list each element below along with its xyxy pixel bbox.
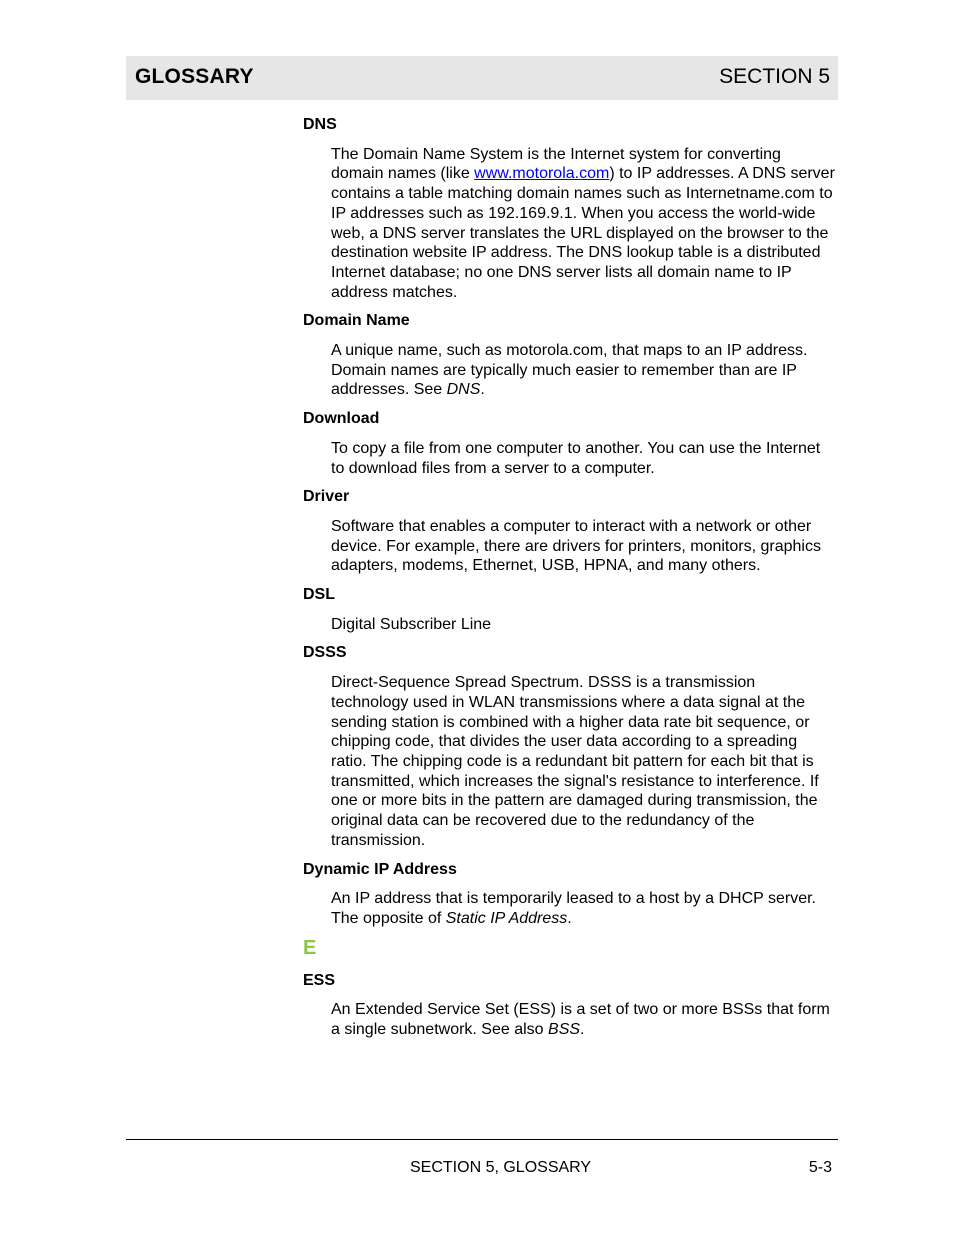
glossary-content: [303, 115, 838, 1049]
definition-domain-name: [331, 341, 836, 400]
glossary-entry-ess: [303, 971, 838, 1040]
definition-text: An Extended Service Set (ESS) is a set of two or more BSSs that form a single subnetwork. See also: [331, 1001, 830, 1039]
glossary-entry-dynamic-ip: [303, 860, 838, 929]
glossary-entry-driver: [303, 487, 838, 576]
definition-download: To copy a file from one computer to another. You can use the Internet to download files from a server to a computer.: [331, 439, 821, 477]
definition-text: .: [580, 1021, 585, 1039]
definition-ess: [331, 1000, 836, 1039]
header-glossary-title: GLOSSARY: [135, 65, 254, 88]
cross-reference: BSS: [548, 1021, 581, 1039]
term-dynamic-ip-address: Dynamic IP Address: [303, 860, 457, 878]
cross-reference: DNS: [446, 381, 481, 399]
definition-text: .: [567, 909, 572, 927]
glossary-entry-domain-name: [303, 311, 838, 400]
term-ess: ESS: [303, 971, 336, 989]
term-driver: Driver: [303, 488, 350, 506]
section-letter-heading: E: [303, 936, 317, 959]
term-dns: DNS: [303, 116, 337, 133]
term-download: Download: [303, 410, 380, 428]
page-number: 5-3: [808, 1159, 832, 1176]
term-dsl: DSL: [303, 586, 335, 604]
cross-reference: Static IP Address: [445, 909, 568, 927]
header-section-title: SECTION 5: [719, 65, 830, 88]
glossary-entry-dsss: [303, 643, 838, 850]
definition-text: A unique name, such as motorola.com, that maps to an IP address. Domain names are typically much easier to remember than are IP addresses. See: [331, 342, 808, 399]
definition-dynamic-ip-address: [331, 889, 836, 928]
term-domain-name: Domain Name: [303, 312, 410, 330]
definition-text: .: [480, 381, 485, 399]
glossary-entry-dsl: [303, 585, 838, 634]
motorola-link[interactable]: www.motorola.com: [474, 165, 610, 183]
footer-divider: [126, 1139, 838, 1140]
definition-text: An IP address that is temporarily leased to a host by a DHCP server. The opposite of: [331, 890, 816, 927]
definition-dsl: Digital Subscriber Line: [331, 615, 492, 633]
definition-text: The Domain Name System is the Internet system for converting domain names (like: [331, 145, 781, 183]
page-header: [126, 56, 838, 100]
glossary-entry-dns: [303, 115, 838, 302]
definition-dsss: Direct-Sequence Spread Spectrum. DSSS is a transmission technology used in WLAN transmissions where a data signal at the sending station is combined with a higher data rate bit sequence, or chipping code, that divides the user data according to a spreading ratio. The chipping code is a redundant bit pattern for each bit that is transmitted, which increases the signal's resistance to interference. If one or more bits in the pattern are damaged during transmission, the original data can be recovered due to the redundancy of the transmission.: [331, 674, 819, 849]
term-dsss: DSSS: [303, 644, 347, 662]
definition-driver: Software that enables a computer to interact with a network or other device. For example, there are drivers for printers, monitors, graphics adapters, modems, Ethernet, USB, HPNA, and many others.: [331, 517, 821, 575]
definition-text: ) to IP addresses. A DNS server contains a table matching domain names such as Internetname.com to IP addresses such as 192.169.9.1. When you access the world-wide web, a DNS server translates the URL displayed on the browser to the destination website IP address. The DNS lookup table is a distributed Internet database; no one DNS server lists all domain name to IP address matches.: [331, 165, 835, 301]
definition-dns: [331, 145, 836, 303]
glossary-entry-download: [303, 409, 838, 478]
footer-section-label: SECTION 5, GLOSSARY: [410, 1159, 592, 1176]
